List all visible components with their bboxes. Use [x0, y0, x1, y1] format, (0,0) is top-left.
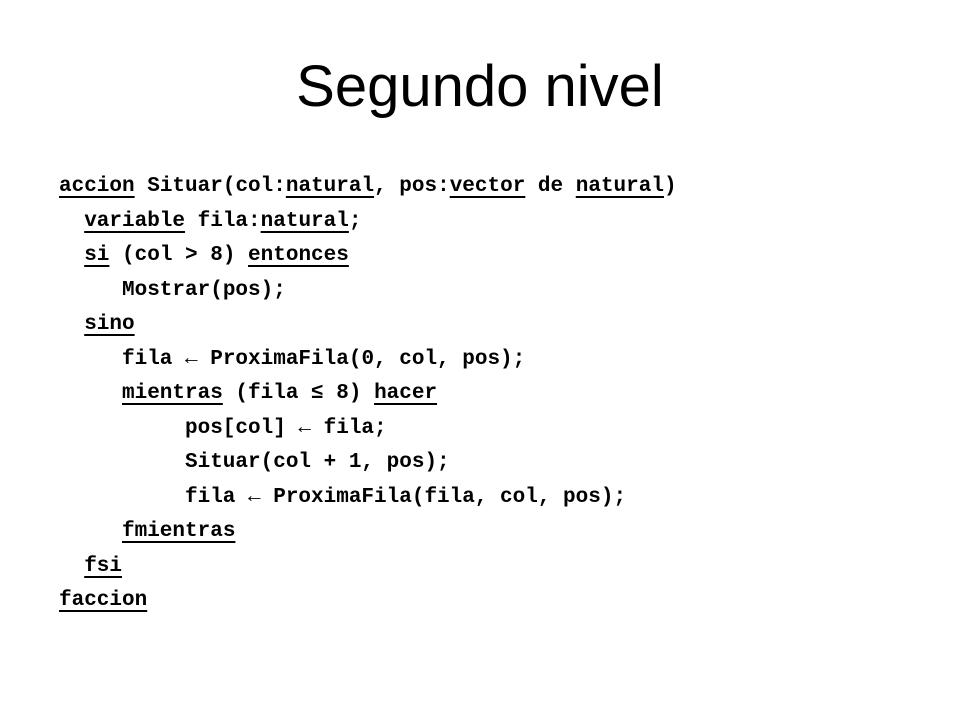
code-text: ;	[348, 209, 362, 233]
keyword: sino	[84, 313, 135, 336]
code-line	[84, 205, 361, 240]
code-line	[122, 515, 235, 550]
keyword: vector	[449, 175, 526, 198]
code-text: de	[525, 175, 576, 198]
code-text: (fila ≤ 8)	[222, 382, 375, 405]
code-text: pos[col] ← fila;	[185, 416, 387, 440]
code-text: Situar(col + 1, pos);	[185, 451, 450, 474]
code-line	[59, 584, 147, 619]
keyword: hacer	[374, 382, 438, 405]
code-line	[185, 446, 450, 481]
code-line	[84, 550, 122, 585]
keyword: faccion	[59, 589, 148, 612]
keyword: variable	[84, 209, 186, 233]
code-text: , pos:	[374, 175, 450, 198]
code-line	[185, 481, 626, 516]
code-text: fila ← ProximaFila(0, col, pos);	[122, 347, 526, 371]
code-line	[122, 274, 286, 309]
code-text: fila:	[185, 209, 261, 233]
keyword: natural	[260, 209, 349, 233]
keyword: fsi	[84, 554, 122, 578]
keyword: natural	[285, 175, 375, 198]
code-line	[84, 239, 349, 274]
code-text: fila ← ProximaFila(fila, col, pos);	[185, 485, 627, 509]
code-line	[122, 343, 525, 378]
keyword: accion	[59, 175, 135, 198]
code-text: Mostrar(pos);	[122, 278, 286, 302]
keyword: natural	[575, 175, 664, 198]
keyword: mientras	[122, 382, 223, 405]
slide-title: Segundo nivel	[296, 54, 664, 119]
keyword: si	[84, 244, 110, 267]
code-line	[59, 170, 677, 205]
code-line	[185, 412, 387, 447]
keyword: entonces	[248, 244, 349, 267]
code-text: Situar(col:	[134, 175, 286, 198]
code-line	[122, 377, 437, 412]
code-text: (col > 8)	[109, 244, 249, 267]
code-text: )	[663, 175, 677, 198]
keyword: fmientras	[122, 520, 236, 543]
code-line	[84, 308, 134, 343]
